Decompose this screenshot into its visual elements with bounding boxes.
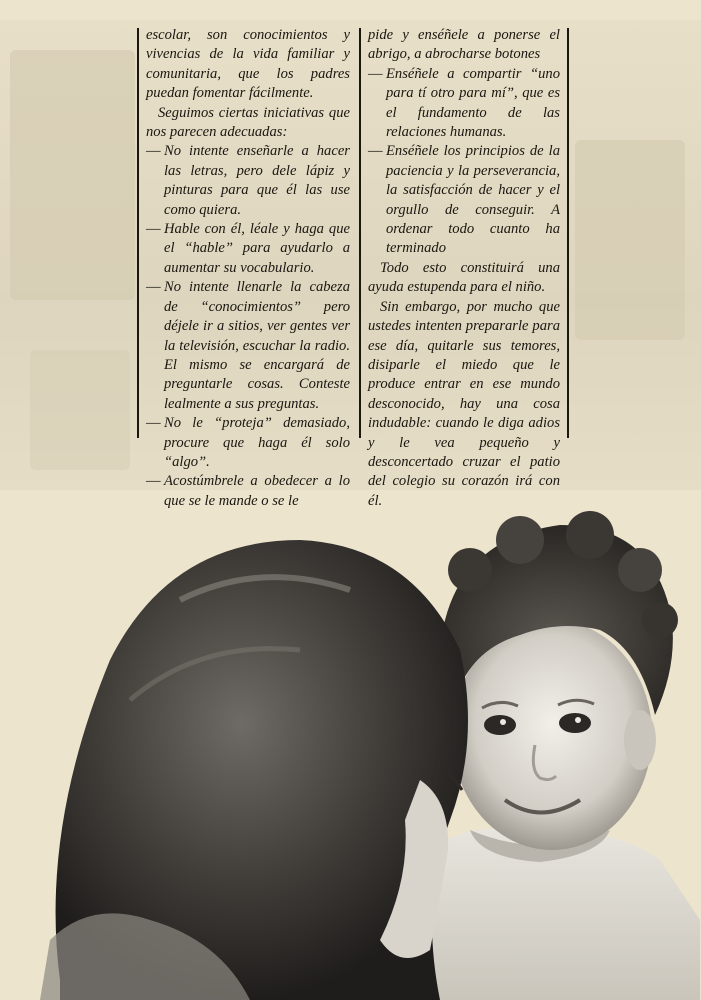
faded-background-photo — [0, 20, 701, 490]
mother-and-child-photo — [0, 500, 701, 1000]
paragraph: Seguimos ciertas iniciativas que nos parecen adecuadas: — [146, 104, 350, 141]
paragraph: escolar, son conocimientos y vivencias de la vida familiar y comunitaria, que los padres puedan fomentar fácilmente. — [146, 27, 350, 102]
child-left-eye — [484, 715, 516, 735]
list-item: — No intente enseñarle a hacer las letras, pero dele lápiz y pinturas para que él las use como quiera. — [146, 142, 350, 220]
list-item: — Acostúmbrele a obedecer a lo que se le mande o se le — [146, 472, 350, 511]
column-rule-middle — [359, 28, 361, 438]
paragraph: pide y enséñele a ponerse el abrigo, a abrocharse botones — [368, 27, 560, 63]
list-item: — No le “proteja” demasiado, procure que haga él solo “algo”. — [146, 414, 350, 472]
child-right-eye — [559, 713, 591, 733]
text-column-left — [146, 26, 350, 511]
paragraph: Sin embargo, por mucho que ustedes intenten prepararle para ese día, quitarle sus temores, disiparle el miedo que le produce entrar en ese mundo desconocido, hay una cosa indudable: cuando le diga adios y le vea pequeño y desconcertado cruzar el patio del colegio su corazón irá con él. — [368, 298, 560, 509]
column-rule-right — [567, 28, 569, 438]
paragraph: Todo esto constituirá una ayuda estupenda para el niño. — [368, 259, 560, 296]
column-rule-left — [137, 28, 139, 438]
list-item: — No intente llenarle la cabeza de “conocimientos” pero déjele ir a sitios, ver gentes ver la televisión, escuchar la radio. El mismo se encargará de preguntarle cosas. Conteste lealmente a sus preguntas. — [146, 278, 350, 414]
list-item: — Hable con él, léale y haga que el “hable” para ayudarlo a aumentar su vocabulario. — [146, 220, 350, 278]
list-item: — Enséñele a compartir “uno para tí otro para mí”, que es el fundamento de las relaciones humanas. — [368, 65, 560, 143]
text-column-right — [368, 26, 560, 511]
list-item: — Enséñele los principios de la paciencia y la perseverancia, la satisfacción de hacer y el orgullo de conseguir. A ordenar todo cuanto ha terminado — [368, 142, 560, 258]
